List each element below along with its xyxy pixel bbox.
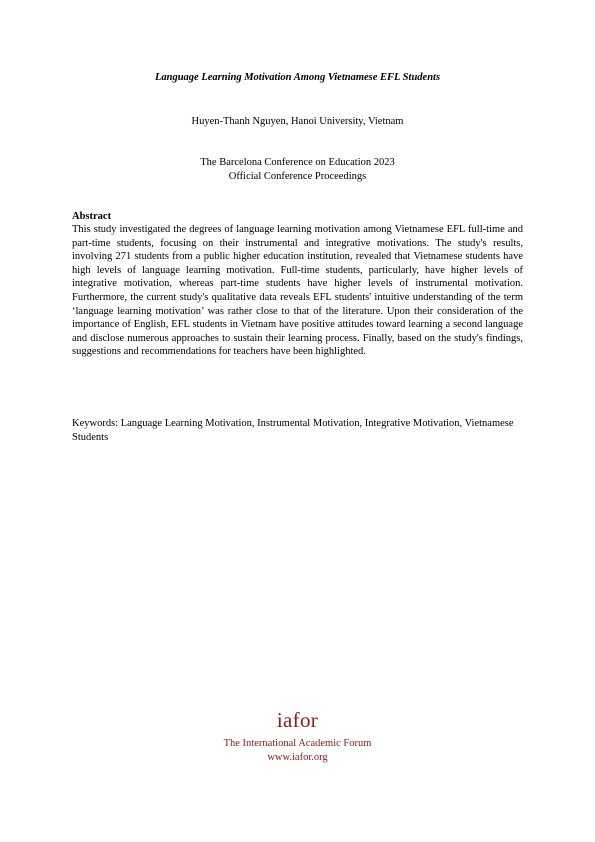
author-affiliation: Huyen-Thanh Nguyen, Hanoi University, Vietnam (191, 116, 404, 127)
organization-name: The International Academic Forum (223, 738, 372, 749)
keywords: Keywords: Language Learning Motivation, Instrumental Motivation, Integrative Motivation, Vietnamese Students (72, 418, 514, 443)
publisher-footer (0, 707, 595, 764)
proceedings-label: Official Conference Proceedings (228, 171, 367, 182)
paper-title: Language Learning Motivation Among Vietnamese EFL Students (154, 72, 441, 83)
abstract-text: This study investigated the degrees of language learning motivation among Vietnamese EFL full-time and part-time students, focusing on their instrumental and integrative motivations. The study's results, involving 271 students from a public higher education institution, revealed that Vietnamese students have high levels of language learning motivation. Full-time students, particularly, have higher levels of integrative motivation, whereas part-time students have higher levels of instrumental motivation. Furthermore, the current study's qualitative data reveals EFL students' intuitive understanding of the term ‘language learning motivation’ was rather close to that of the literature. Upon their consideration of the importance of English, EFL students in Vietnam have positive attitudes toward learning a second language and disclose numerous approaches to sustain their learning process. Finally, based on the study's findings, suggestions and recommendations for teachers have been highlighted. (72, 224, 523, 358)
conference-info (0, 156, 595, 184)
abstract-heading: Abstract (72, 211, 112, 222)
iafor-logo: iafor (276, 708, 319, 732)
website-link[interactable]: www.iafor.org (267, 751, 328, 763)
conference-name: The Barcelona Conference on Education 2023 (200, 157, 395, 168)
